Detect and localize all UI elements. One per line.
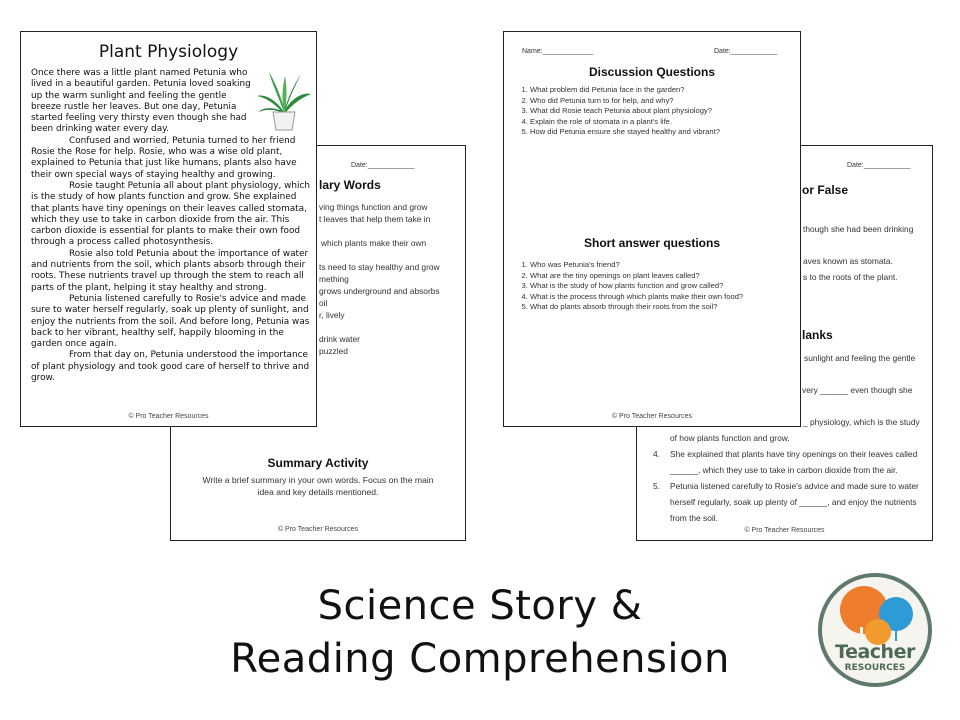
blank-line: of how plants function and grow. bbox=[670, 433, 790, 443]
date-field: Date:____________ bbox=[351, 162, 415, 169]
questions-page bbox=[503, 31, 801, 427]
vocab-line: t leaves that help them take in bbox=[319, 214, 431, 224]
discussion-questions-title: Discussion Questions bbox=[588, 65, 716, 79]
banner-line-2: Reading Comprehension bbox=[230, 636, 730, 682]
logo-text-main: Teacher bbox=[835, 641, 915, 663]
logo-text-sub: RESOURCES bbox=[844, 663, 906, 673]
discussion-question: 1. What problem did Petunia face in the garden? bbox=[530, 85, 720, 96]
story-paragraph: Confused and worried, Petunia turned to her friend Rosie the Rose for help. Rosie, who was a wise old plant, explained to Petunia that just like humans, plants also have their own special ways of staying healthy and growing. bbox=[31, 135, 297, 180]
short-answer-question: 4. What is the process through which plants make their own food? bbox=[530, 292, 743, 303]
tf-line: s to the roots of the plant. bbox=[803, 272, 898, 282]
story-paragraph: Rosie taught Petunia all about plant physiology, which is the study of how plants function and grow. She explained that plants have tiny openings on their leaves called stomata, which they use to take in carbon dioxide from the air. This carbon dioxide is essential for plants to make their own food through a process called photosynthesis. bbox=[31, 180, 311, 248]
vocab-line: puzzled bbox=[319, 346, 348, 356]
blank-line: sunlight and feeling the gentle bbox=[804, 353, 916, 363]
story-page bbox=[20, 31, 317, 427]
short-answer-list bbox=[512, 260, 743, 313]
discussion-question: 3. What did Rosie teach Petunia about plant physiology? bbox=[530, 106, 720, 117]
discussion-question: 4. Explain the role of stomata in a plant's life. bbox=[530, 117, 720, 128]
blank-line: from the soil. bbox=[670, 513, 718, 523]
banner-line-1: Science Story & bbox=[317, 583, 643, 629]
vocab-line: ving things function and grow bbox=[319, 202, 428, 212]
discussion-questions-list bbox=[512, 85, 720, 138]
short-answer-question: 1. Who was Petunia's friend? bbox=[530, 260, 743, 271]
copyright-footer: © Pro Teacher Resources bbox=[277, 526, 359, 533]
story-title: Plant Physiology bbox=[98, 42, 239, 62]
short-answer-title: Short answer questions bbox=[583, 236, 721, 250]
vocab-line: drink water bbox=[319, 334, 360, 344]
potted-plant-icon bbox=[255, 68, 313, 132]
story-paragraph: From that day on, Petunia understood the importance of plant physiology and took good care of herself to thrive and grow. bbox=[31, 350, 310, 384]
vocab-line: ts need to stay healthy and grow bbox=[319, 262, 440, 272]
name-field: Name:_____________ bbox=[522, 48, 594, 55]
vocab-line: which plants make their own bbox=[321, 238, 427, 248]
blank-line: Petunia listened carefully to Rosie's advice and made sure to water bbox=[670, 481, 919, 491]
fill-blanks-heading: lanks bbox=[802, 328, 833, 342]
blank-line: herself regularly, soak up plenty of ______, and enjoy the nutrients bbox=[670, 497, 917, 507]
teacher-resources-logo bbox=[818, 573, 932, 687]
copyright-footer: © Pro Teacher Resources bbox=[744, 527, 825, 534]
blank-line: very ______ even though she bbox=[802, 385, 913, 395]
date-field: Date:____________ bbox=[714, 48, 778, 55]
story-paragraph: Petunia listened carefully to Rosie's advice and made sure to water herself regularly, soak up plenty of sunlight, and enjoy the nutrients from the soil. And before long, Petunia was back to her vibrant, healthy self, happily blooming in the garden once again. bbox=[31, 293, 310, 350]
date-field: Date:____________ bbox=[847, 162, 911, 169]
copyright-footer: © Pro Teacher Resources bbox=[611, 413, 693, 420]
tf-line: aves known as stomata. bbox=[803, 256, 893, 266]
short-answer-question: 5. What do plants absorb through their roots from the soil? bbox=[530, 302, 743, 313]
discussion-question: 5. How did Petunia ensure she stayed healthy and vibrant? bbox=[530, 127, 720, 138]
story-paragraph: Once there was a little plant named Petunia who lived in a beautiful garden. Petunia loved soaking up the warm sunlight and feeling the gentle breeze rustle her leaves. But one day, Petunia started feeling very thirsty even though she had been drinking water every day. bbox=[31, 68, 251, 135]
vocab-line: r, lively bbox=[319, 310, 345, 320]
short-answer-question: 2. What are the tiny openings on plant leaves called? bbox=[530, 271, 743, 282]
tf-line: though she had been drinking bbox=[803, 224, 914, 234]
item-number: 4. bbox=[653, 449, 660, 459]
short-answer-question: 3. What is the study of how plants function and grow called? bbox=[530, 281, 743, 292]
vocab-line: grows underground and absorbs bbox=[319, 286, 440, 296]
true-false-heading: or False bbox=[802, 183, 849, 197]
blank-line: She explained that plants have tiny openings on their leaves called bbox=[670, 449, 918, 459]
copyright-footer: © Pro Teacher Resources bbox=[128, 413, 209, 420]
discussion-question: 2. Who did Petunia turn to for help, and why? bbox=[530, 96, 720, 107]
blank-line: ______, which they use to take in carbon dioxide from the air. bbox=[670, 465, 898, 475]
vocabulary-heading: lary Words bbox=[319, 178, 381, 192]
summary-instructions: Write a brief summary in your own words. Focus on the main idea and key details mentioned. bbox=[202, 475, 434, 497]
story-paragraph: Rosie also told Petunia about the importance of water and nutrients from the soil, which plants absorb through their roots. These nutrients travel up through the stem to reach all parts of the plant, helping it stay healthy and strong. bbox=[31, 248, 309, 293]
item-number: 5. bbox=[653, 481, 660, 491]
blank-line: _ physiology, which is the study bbox=[803, 417, 920, 427]
vocab-line: mething bbox=[319, 274, 349, 284]
vocab-line: oil bbox=[319, 298, 328, 308]
story-body bbox=[31, 68, 313, 384]
summary-activity-title: Summary Activity bbox=[267, 456, 369, 470]
